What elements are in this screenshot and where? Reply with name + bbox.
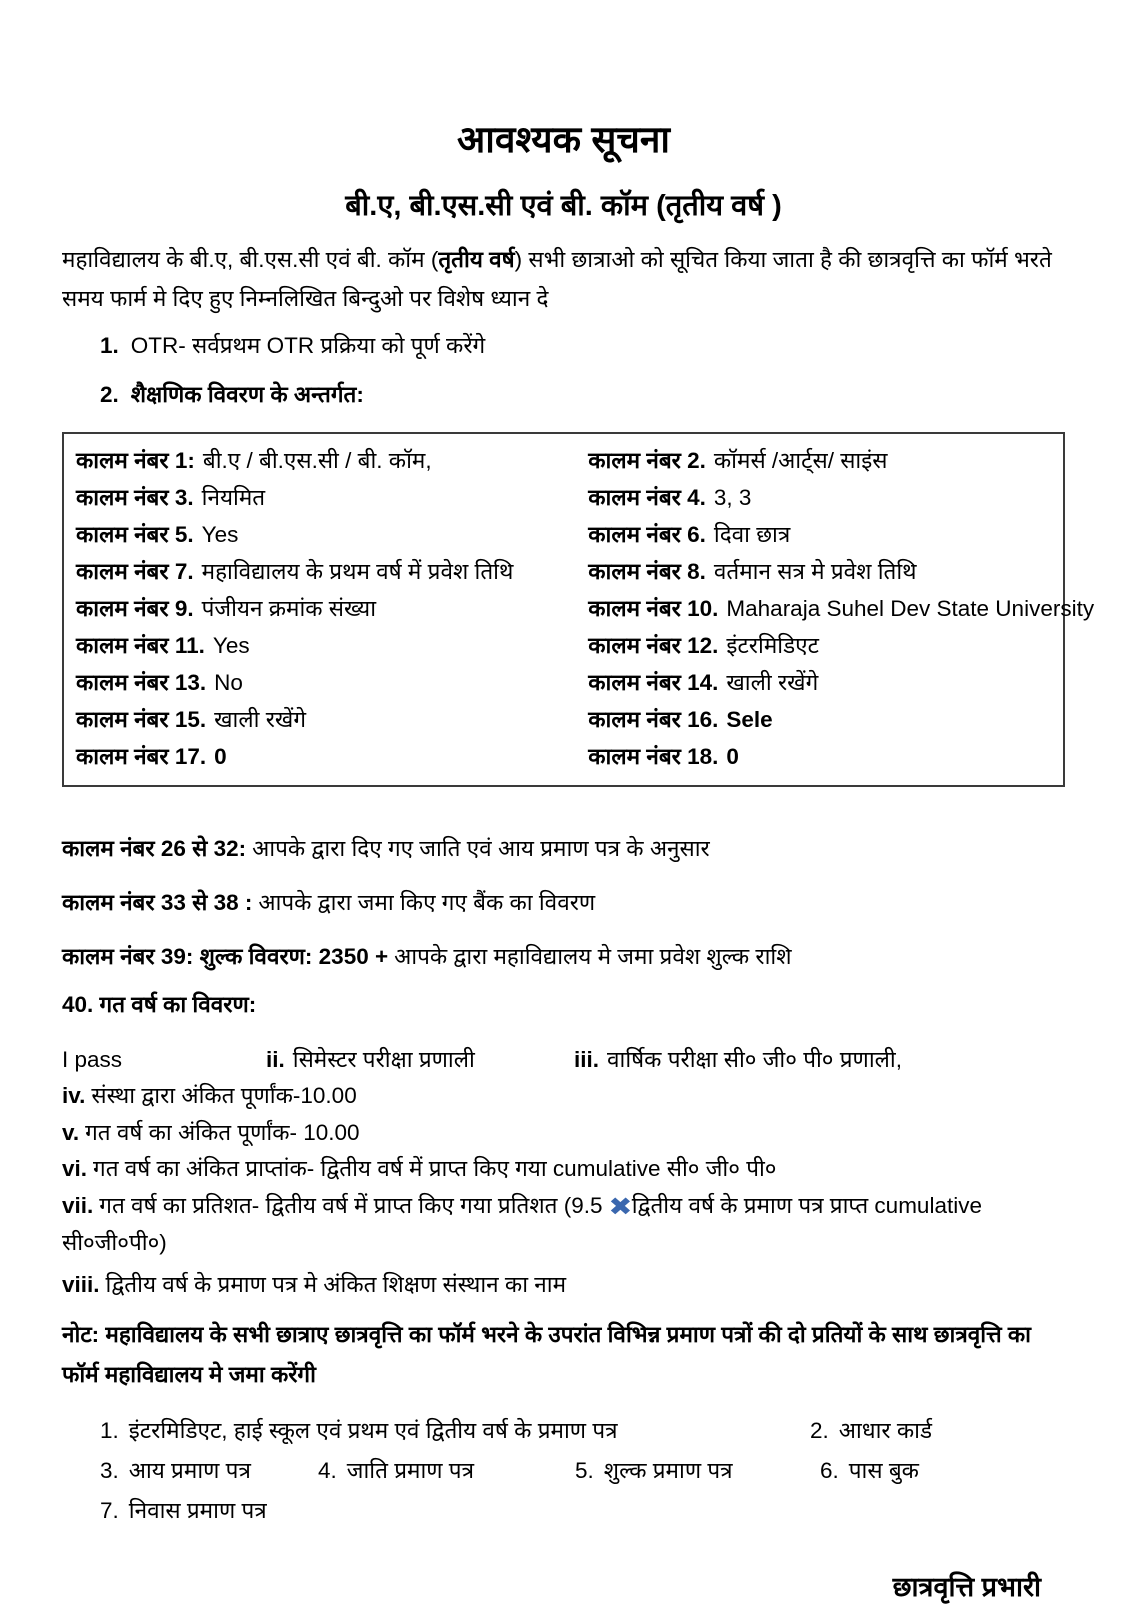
documents-list-row	[100, 1451, 1065, 1491]
table-cell-left: कालम नंबर 9. पंजीयन क्रमांक संख्या	[76, 596, 377, 621]
documents-list-row	[100, 1411, 1065, 1451]
table-cell-left: कालम नंबर 13. No	[76, 670, 243, 695]
point-text: OTR- सर्वप्रथम OTR प्रक्रिया को पूर्ण करेंगे	[130, 333, 486, 358]
intro-text-post: ) सभी छात्राओ को सूचित किया जाता है की छात्रवृत्ति का फॉर्म भरते समय फार्म मे दिए हुए निम्नलिखित बिन्दुओ पर विशेष ध्यान दे	[62, 247, 1052, 311]
table-row	[76, 701, 1063, 738]
point-number: 2.	[100, 382, 119, 407]
table-cell-left: कालम नंबर 17. 0	[76, 744, 227, 769]
signature: छात्रवृत्ति प्रभारी	[892, 1572, 1041, 1602]
item-40-heading: 40. गत वर्ष का विवरण:	[62, 992, 257, 1017]
doc-list-item: 4. जाति प्रमाण पत्र	[318, 1458, 474, 1483]
table-row	[76, 553, 1063, 590]
table-cell-right: कालम नंबर 10. Maharaja Suhel Dev State University	[588, 596, 1095, 621]
table-cell-left: कालम नंबर 1: बी.ए / बी.एस.सी / बी. कॉम,	[76, 448, 432, 473]
intro-paragraph	[62, 240, 1065, 318]
doc-list-item: 6. पास बुक	[820, 1458, 919, 1483]
table-row	[76, 664, 1063, 701]
doc-list-item: 2. आधार कार्ड	[810, 1418, 933, 1443]
point-text: शैक्षणिक विवरण के अन्तर्गत:	[130, 382, 364, 407]
table-cell-left: कालम नंबर 3. नियमित	[76, 485, 266, 510]
table-cell-right: कालम नंबर 8. वर्तमान सत्र मे प्रवेश तिथि	[588, 559, 917, 584]
result-item-i: I pass	[62, 1047, 123, 1072]
page-title: आवश्यक सूचना	[457, 119, 670, 160]
kalam-33-38-line: कालम नंबर 33 से 38 : आपके द्वारा जमा किए गए बैंक का विवरण	[62, 890, 596, 915]
table-row	[76, 590, 1095, 627]
result-item-iii: iii. वार्षिक परीक्षा सी० जी० पी० प्रणाली,	[574, 1047, 902, 1072]
roman-item-vi: vi. गत वर्ष का अंकित प्राप्तांक- द्वितीय वर्ष में प्राप्त किए गया cumulative सी० जी० पी०	[62, 1156, 777, 1181]
roman-item-vii: vii. गत वर्ष का प्रतिशत- द्वितीय वर्ष में प्राप्त किए गया प्रतिशत (9.5 ✖द्वितीय वर्ष के प्रमाण पत्र प्राप्त cumulative सी०जी०पी०)	[62, 1188, 1065, 1262]
intro-text-pre: महाविद्यालय के बी.ए, बी.एस.सी एवं बी. कॉम (	[62, 247, 439, 272]
page-subtitle: बी.ए, बी.एस.सी एवं बी. कॉम (तृतीय वर्ष )	[345, 190, 782, 222]
table-cell-right: कालम नंबर 4. 3, 3	[588, 485, 752, 510]
table-cell-right: कालम नंबर 14. खाली रखेंगे	[588, 670, 819, 695]
table-cell-left: कालम नंबर 7. महाविद्यालय के प्रथम वर्ष में प्रवेश तिथि	[76, 559, 514, 584]
otr-point	[100, 328, 1065, 363]
doc-list-item: 1. इंटरमिडिएट, हाई स्कूल एवं प्रथम एवं द्वितीय वर्ष के प्रमाण पत्र	[100, 1418, 618, 1443]
previous-year-result-row	[62, 1042, 1065, 1078]
table-cell-right: कालम नंबर 16. Sele	[588, 707, 773, 732]
roman-item-v: v. गत वर्ष का अंकित पूर्णांक- 10.00	[62, 1119, 360, 1145]
documents-list-row	[100, 1491, 1065, 1531]
roman-item-iv: iv. संस्था द्वारा अंकित पूर्णांक-10.00	[62, 1083, 357, 1108]
table-row	[76, 738, 1063, 775]
intro-text-bold: तृतीय वर्ष	[438, 247, 515, 272]
note-paragraph: नोट: महाविद्यालय के सभी छात्राए छात्रवृत्ति का फॉर्म भरने के उपरांत विभिन्न प्रमाण पत्रों की दो प्रतियों के साथ छात्रवृत्ति का फॉर्म महाविद्यालय मे जमा करेंगी	[62, 1322, 1031, 1387]
table-row	[76, 516, 1063, 553]
doc-list-item: 3. आय प्रमाण पत्र	[100, 1458, 251, 1483]
table-cell-left: कालम नंबर 5. Yes	[76, 522, 239, 547]
table-row	[76, 442, 1063, 479]
doc-list-item: 5. शुल्क प्रमाण पत्र	[575, 1458, 733, 1483]
result-item-ii: ii. सिमेस्टर परीक्षा प्रणाली	[266, 1047, 475, 1072]
kalam-26-32-line: कालम नंबर 26 से 32: आपके द्वारा दिए गए जाति एवं आय प्रमाण पत्र के अनुसार	[62, 836, 710, 861]
table-cell-left: कालम नंबर 11. Yes	[76, 633, 250, 658]
table-cell-right: कालम नंबर 12. इंटरमिडिएट	[588, 633, 819, 658]
roman-item-viii: viii. द्वितीय वर्ष के प्रमाण पत्र मे अंकित शिक्षण संस्थान का नाम	[62, 1271, 567, 1297]
table-row	[76, 627, 1063, 664]
point-number: 1.	[100, 333, 119, 358]
doc-list-item: 7. निवास प्रमाण पत्र	[100, 1498, 267, 1523]
kalam-39-line: कालम नंबर 39: शुल्क विवरण: 2350 + आपके द्वारा महाविद्यालय मे जमा प्रवेश शुल्क राशि	[62, 944, 792, 969]
table-row	[76, 479, 1063, 516]
table-cell-right: कालम नंबर 2. कॉमर्स /आर्ट्स/ साइंस	[588, 448, 888, 473]
table-cell-left: कालम नंबर 15. खाली रखेंगे	[76, 707, 306, 732]
academic-details-point	[100, 377, 1065, 412]
blue-x-icon: ✖	[608, 1192, 633, 1221]
table-cell-right: कालम नंबर 18. 0	[588, 744, 739, 769]
columns-table	[62, 432, 1095, 787]
table-cell-right: कालम नंबर 6. दिवा छात्र	[588, 522, 791, 547]
